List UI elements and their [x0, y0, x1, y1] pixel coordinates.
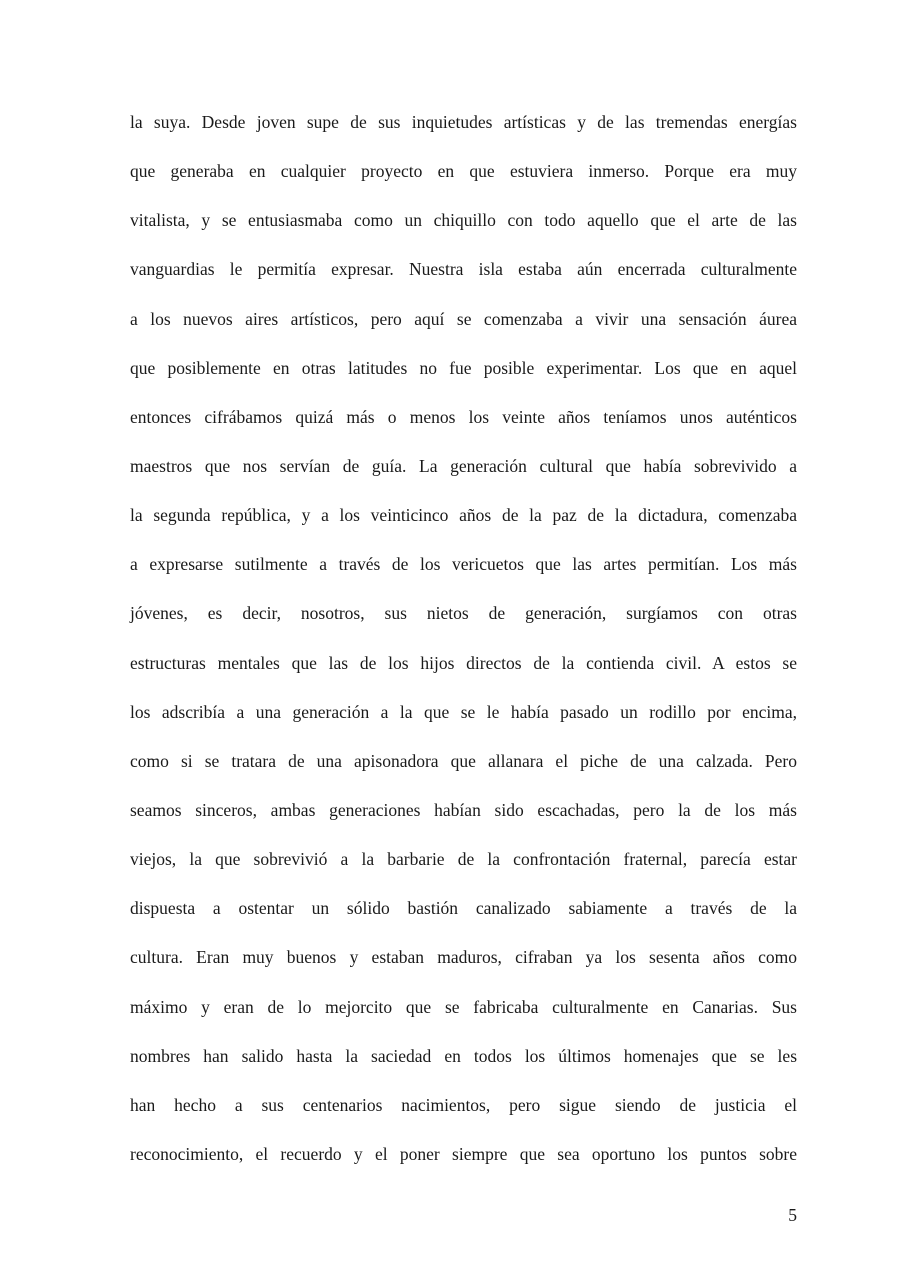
text-line: jóvenes, es decir, nosotros, sus nietos de generación, surgíamos con otras: [130, 603, 797, 624]
text-line: como si se tratara de una apisonadora que allanara el piche de una calzada. Pero: [130, 750, 797, 771]
text-line: entonces cifrábamos quizá más o menos los veinte años teníamos unos auténticos: [130, 406, 797, 427]
text-line: dispuesta a ostentar un sólido bastión canalizado sabiamente a través de la: [130, 898, 797, 919]
text-line: nombres han salido hasta la saciedad en todos los últimos homenajes que se les: [130, 1045, 797, 1066]
text-line: cultura. Eran muy buenos y estaban maduros, cifraban ya los sesenta años como: [130, 947, 797, 968]
text-line: reconocimiento, el recuerdo y el poner siempre que sea oportuno los puntos sobre: [130, 1143, 797, 1164]
body-paragraph: [130, 104, 797, 1185]
text-line: maestros que nos servían de guía. La generación cultural que había sobrevivido a: [130, 455, 797, 476]
text-line: vitalista, y se entusiasmaba como un chiquillo con todo aquello que el arte de las: [130, 210, 797, 231]
text-line: que generaba en cualquier proyecto en que estuviera inmerso. Porque era muy: [130, 161, 797, 182]
text-line: los adscribía a una generación a la que se le había pasado un rodillo por encima,: [130, 701, 797, 722]
text-line: a expresarse sutilmente a través de los vericuetos que las artes permitían. Los más: [130, 554, 797, 575]
text-line: estructuras mentales que las de los hijos directos de la contienda civil. A estos se: [130, 652, 797, 673]
page-number: 5: [788, 1205, 797, 1225]
text-line: vanguardias le permitía expresar. Nuestra isla estaba aún encerrada culturalmente: [130, 259, 797, 280]
text-line: que posiblemente en otras latitudes no fue posible experimentar. Los que en aquel: [130, 357, 797, 378]
text-line: viejos, la que sobrevivió a la barbarie de la confrontación fraternal, parecía estar: [130, 849, 797, 870]
text-line: la suya. Desde joven supe de sus inquietudes artísticas y de las tremendas energías: [130, 112, 797, 132]
text-line: han hecho a sus centenarios nacimientos, pero sigue siendo de justicia el: [130, 1094, 797, 1115]
text-line: la segunda república, y a los veinticinco años de la paz de la dictadura, comenzaba: [130, 505, 797, 526]
text-line: máximo y eran de lo mejorcito que se fabricaba culturalmente en Canarias. Sus: [130, 996, 797, 1017]
text-line: a los nuevos aires artísticos, pero aquí se comenzaba a vivir una sensación áurea: [130, 308, 797, 329]
text-line: seamos sinceros, ambas generaciones habían sido escachadas, pero la de los más: [130, 799, 797, 820]
